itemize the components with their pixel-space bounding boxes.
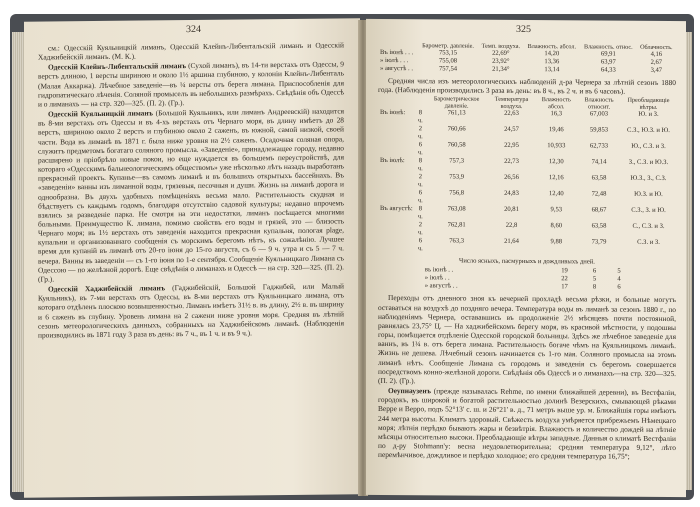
table-cell: 67,003 (589, 110, 609, 118)
column-header: Температура воздуха. (494, 96, 529, 111)
table-cell: 757,54 (438, 65, 458, 73)
table-cell: 8 ч. (417, 205, 423, 221)
table-cell: 24,83 (504, 190, 519, 198)
table-cell: 72,48 (591, 190, 607, 198)
table-cell: 17 (561, 283, 568, 291)
column-header (415, 96, 426, 110)
column-header: Барометр. давленіе. (422, 42, 474, 50)
table-cell: 12,30 (548, 158, 564, 166)
table-cell: Въ іюнѣ: (380, 109, 406, 117)
table-cell: въ іюнѣ . . (424, 266, 454, 274)
paragraph (38, 281, 344, 339)
paragraph-body: см.: Одесскій Куяльницкій лиманъ, Одесскій Клейнъ-Либентальскій лиманъ и Одесскій Хаджибейскій лиманъ. (М. К.). (38, 40, 344, 62)
column-header: Преобладающіе вѣтры. (627, 97, 670, 112)
table-cell: 756,8 (449, 189, 465, 197)
table-cell: Ю., С.З. и З. (631, 143, 666, 151)
table-cell: » іюлѣ . . (424, 274, 450, 282)
table-cell: 6 (617, 284, 621, 292)
table-row (378, 109, 676, 127)
table-cell: 760,66 (447, 125, 466, 133)
paragraph-body: (прежде называлась Rehme, по имени ближайшей деревни), въ Вестфаліи, городокъ, въ широкой и богатой растительностью долинѣ Везерскихъ, смывающей рѣками Верре и Верро, подъ 52°13' с. ш. и 26°21' в. д., 71 метръ выше ур. м. Ближайшія горы имѣютъ 244 метра высоты. Климатъ здоровый. Свѣжесть воздуха умѣряется прибрежьемъ Нѣмецкаго моря; лѣтнія перѣдко бываютъ жары и безвѣтрія. Влажность и количество дождей на лѣтніе мѣсяцы относительно высоки. Преобладающіе вѣтры западные. Данныя о климатѣ Вестфаліи по д-ру Stohmann'у: весна неудовлетворительна; средняя температура 9,12°, лѣто перемѣнчивое, дождливое и перѣдко холодное; его средняя температура 16,75°; (378, 386, 676, 461)
table-cell: » августѣ . . (380, 64, 413, 73)
table-cell: 68,67 (591, 206, 607, 214)
table-cell: Въ августѣ: (380, 205, 413, 213)
table-cell: 74,14 (591, 158, 607, 166)
table-cell: 23,92° (492, 57, 510, 65)
page-number: 324 (186, 23, 201, 36)
table-cell: 755,08 (438, 57, 458, 65)
paragraph (378, 293, 676, 387)
table-row (378, 157, 676, 175)
table-cell: 69,91 (600, 50, 616, 58)
table-cell: 6 ч. (417, 237, 423, 253)
table-cell: 9,53 (550, 206, 563, 214)
table-cell: 12,40 (548, 190, 564, 198)
table-cell: 63,97 (600, 58, 616, 66)
table-cell: 2 ч. (417, 173, 423, 189)
table-cell: 62,733 (589, 142, 609, 150)
column-header: Барометрическое давленіе. (433, 95, 480, 110)
table-cell: 63,58 (591, 222, 607, 230)
column-header: Облачность. (640, 43, 673, 52)
table-cell: 8,60 (550, 222, 563, 230)
right-page-text (378, 41, 676, 461)
table-cell: 59,853 (589, 126, 609, 134)
entry-heading: Одесскій Куяльницкій лиманъ (48, 108, 153, 119)
table-cell: Ю.З. и Ю. (634, 191, 663, 199)
table-cell: С.З. и З. (637, 239, 660, 247)
table-cell: 16,3 (550, 110, 563, 118)
table-cell: 22,69° (492, 49, 510, 57)
table-cell: 6 ч. (417, 141, 423, 157)
table-cell: 63,58 (591, 174, 607, 182)
paragraph (378, 386, 676, 461)
table-row (378, 65, 676, 75)
entry-heading: Оеупнаузенъ (388, 386, 431, 396)
days-table (423, 267, 632, 292)
table-cell: 22,8 (505, 222, 518, 230)
table-cell: 22,73 (504, 158, 519, 166)
table-row (378, 237, 676, 255)
entry-heading: Одесскій Хаджибейскій лиманъ (48, 283, 166, 294)
table-cell: 4,16 (650, 50, 663, 58)
paragraph-body: (Гаджибейскій, Большой Гаджибей, или Малый Куяльникъ), въ 7-ми верстахъ отъ Одессы, въ 8-ми верстахъ отъ Куяльницкаго лимана, отъ котораго отдѣленъ плоскою возвышенностью. Лиманъ имѣетъ 31½ в. въ длину, 2½ в. въ ширину и 6 саженъ въ глубину. Уровень лимана на 2 сажени ниже уровня моря. Средняя въ лѣтній сезонъ метеорологическихъ данныхъ, собранныхъ на Хаджибейскомъ лиманѣ. (Наблюденія производились въ 1871 году 3 раза въ день: въ 7 ч., въ 1 ч. и въ 9 ч.). (38, 281, 344, 340)
table-cell: 4 (617, 276, 621, 284)
table-cell: Ю. и З. (638, 111, 659, 119)
table-cell: 8 ч. (417, 157, 423, 173)
table-cell: 13,14 (544, 66, 560, 74)
table-cell: 14,20 (544, 50, 560, 58)
table-cell: Въ іюнѣ . . . (380, 48, 414, 57)
left-page-text (38, 40, 344, 339)
table-cell (378, 189, 415, 205)
table-cell: 22 (561, 275, 568, 283)
column-header: Влажность абсол. (541, 96, 571, 111)
table-cell (378, 173, 415, 189)
weather-table-1880 (378, 95, 676, 255)
table-cell: 21,34° (492, 65, 510, 73)
table-cell: 9,88 (550, 238, 563, 246)
paragraph-body: (Сухой лиманъ), въ 14-ти верстахъ отъ Одессы, 9 верстъ длиною, 1 версты шириною и около 1½ аршина глубиною, у колоніи Клейнъ-Либенталь (Малая Аккаржа). Лѣчебное заведеніе—въ ¼ версты отъ берега лимана. Приспособленія для гидропатическаго лѣченія. Соляной промыселъ въ небольшихъ размѣрахъ. Свѣдѣнія объ Одессѣ и о лиманахъ — на стр. 320—325. (П. 2). (Гр.). (38, 59, 344, 109)
table-row (378, 173, 676, 191)
table-cell: 24,57 (504, 126, 519, 134)
paragraph-body: Переходы отъ дневного зноя къ вечерней прохладѣ весьма рѣзки, и больные могутъ оставаться на воздухѣ до поздняго вечера. Температура воды въ лиманѣ за сезонъ 1880 г., по наблюденіямъ Чернера, остававшись въ продолженіе 2½ мѣсяцевъ почти постоянной, равнялась 23,75° Ц. — На хаджибейскомъ берегу моря, въ красивой мѣстности, у подошвы горы, помѣщается отдѣленіе Одесской городской больницы. Здѣсь же лѣчебное заведеніе для ваннъ, въ 1¼ в. отъ берега лимана. Растительность богаче чѣмъ на Куяльницкомъ лиманѣ. Жизнь не дешева. Лѣчебный сезонъ начинается съ 1-го мая. Соляного промысла на этомъ лиманѣ нѣтъ. Сообщеніе Лимана съ городомъ и заведенія съ берегомъ совершается посредствомъ конно-желѣзной дороги. Свѣдѣнія объ Одессѣ и о лиманахъ—на стр. 320—325. (П. 2). (Гр.). (378, 293, 676, 386)
table-cell: 19,46 (548, 126, 564, 134)
table-cell: 763,08 (447, 205, 466, 213)
table-cell (378, 221, 415, 237)
paragraph-body: (Большой Куяльникъ, или лиманъ Андреевскій) находится въ 8-ми верстахъ отъ Одессы и въ 4-хъ верстахъ отъ Чернаго моря, въ длину имѣетъ до 28 верстъ, шириною около 2 верстъ и глубиною около 2 саженъ, въ южной, самой низкой, своей части. Вода въ лиманѣ въ 1871 г. была ниже уровня на 2½ саженъ. Осадочная соляная опора, служитъ предметомъ богатаго соляного промысла. «Заведеніе», принадлежащее городу, недавно расширено и пріобрѣло новые покои, но еще нуждается въ большемъ переустройствѣ, для котораго «Одесскимъ бальнеологическимъ обществомъ» уже нѣсколько лѣтъ назадъ выработанъ прекрасный проектъ. Купанье—въ самомъ лиманѣ и въ большихъ открытыхъ бассейнахъ. Въ «заведеніи» ванны изъ лиманной воды, грязевыя, песочныя и души. Жизнь на лиманѣ дорога и однообразна. Въ двухъ удобныхъ помѣщеніяхъ весьма мало. Растительность скудная и бѣдствуетъ съ каждымъ годомъ, благодаря отсутствію садовой культуры; недавно впрочемъ взялись за разведеніе парка. Не смотря на эти недостатки, лиманъ посѣщается многими больными. Преимущество К. лимана, помимо свойствъ его воды и грязей, это — близость Чернаго моря; въ 1½ верстахъ отъ заведенія находится прекрасная купальня, пологая plage, купальни и организованнаго сообщенія съ морскимъ берегомъ нѣтъ, къ сожалѣнію. Лучшее время для купаній въ лиманѣ отъ 20-го іюня до 15-го августа, съ 6 — 9 ч. утра и съ 5 — 7 ч. вечера. Ванны въ заведеніи — съ 1-го іюня по 1-е сентября. Сообщеніе Куяльницкаго Лимана съ Одессою — по желѣзной дорогѣ. Еще свѣдѣнія о лиманахъ и Одессѣ — на стр. 320—325. (П. 2). (Гр.). (38, 106, 344, 284)
column-header: Темп. воздуха. (481, 42, 521, 50)
table-cell: 8 ч. (417, 109, 423, 125)
table-row (378, 141, 676, 159)
entry-heading: Одесскій Клейнъ-Либентальскій лиманъ (48, 61, 187, 72)
table-cell: 753,15 (438, 49, 458, 57)
table-cell (378, 125, 415, 141)
table-cell: 5 (617, 268, 621, 276)
table-cell: 19 (561, 267, 568, 275)
table-cell: 6 (592, 267, 597, 275)
paragraph (38, 107, 344, 284)
table-cell: Въ іюлѣ: (380, 157, 405, 165)
weather-table-1871 (378, 42, 676, 75)
table-cell: 761,13 (447, 109, 466, 117)
column-header: Влажность. абсол. (527, 43, 577, 51)
table-row (423, 283, 632, 292)
table-cell: 64,33 (600, 66, 616, 74)
table-cell: 22,95 (504, 142, 519, 150)
table-cell: 26,56 (504, 174, 519, 182)
table-cell: 3,47 (650, 66, 663, 74)
table-cell: 757,3 (449, 157, 465, 165)
table-row (378, 205, 676, 223)
table-cell: » іюлѣ . . . (380, 56, 409, 65)
left-page (24, 18, 360, 498)
column-header (378, 95, 415, 109)
table-cell: 753,9 (449, 173, 465, 181)
table-cell: 763,3 (449, 237, 465, 245)
table-cell: 12,16 (548, 174, 564, 182)
table-cell (378, 141, 415, 157)
table-cell: 5 (592, 275, 597, 283)
column-header: Влажность. относ. (583, 43, 633, 51)
table-cell: 10,933 (547, 142, 566, 150)
table-cell: » августѣ . . (424, 282, 458, 290)
table-cell: С., С.З. и З. (632, 223, 665, 231)
right-page (366, 19, 686, 497)
table-cell: 21,64 (504, 238, 519, 246)
table-cell: 2 ч. (417, 221, 423, 237)
open-book (10, 8, 694, 502)
days-table-caption: Число ясныхъ, пасмурныхъ и дождливыхъ дней. (459, 257, 595, 266)
table-row (378, 221, 676, 239)
table-cell: 6 ч. (417, 189, 423, 205)
table-cell: 20,81 (504, 206, 519, 214)
table-cell: 2 ч. (417, 125, 423, 141)
table-row (378, 125, 676, 143)
paragraph (38, 60, 344, 109)
table-row (378, 189, 676, 207)
table-cell: С.З., Ю.З. и Ю. (627, 127, 670, 135)
table-cell: 760,58 (447, 141, 466, 149)
table-cell: Ю.З., З., С.З. (630, 175, 667, 183)
table-cell: 13,36 (544, 58, 560, 66)
table-cell: 73,79 (591, 238, 607, 246)
table-cell: 8 (592, 283, 597, 291)
table-cell: 762,81 (447, 221, 466, 229)
table-cell: 2,67 (650, 58, 663, 66)
page-number: 325 (516, 23, 531, 36)
table-cell: З., С.З. и Ю.З. (628, 159, 669, 167)
paragraph (38, 40, 344, 62)
column-header: Влажность относит. (584, 96, 614, 111)
table-cell: 22,63 (504, 110, 519, 118)
paragraph: Средняя числа изъ метеорологическихъ наблюденій д-ра Чернера за лѣтній сезонъ 1880 года. (Наблюденія производились 3 раза въ день: въ 8 ч., въ 2 ч. и въ 6 часовъ). (378, 76, 676, 96)
table-cell: С.З., З. и Ю. (631, 207, 666, 215)
table-cell (378, 237, 415, 253)
